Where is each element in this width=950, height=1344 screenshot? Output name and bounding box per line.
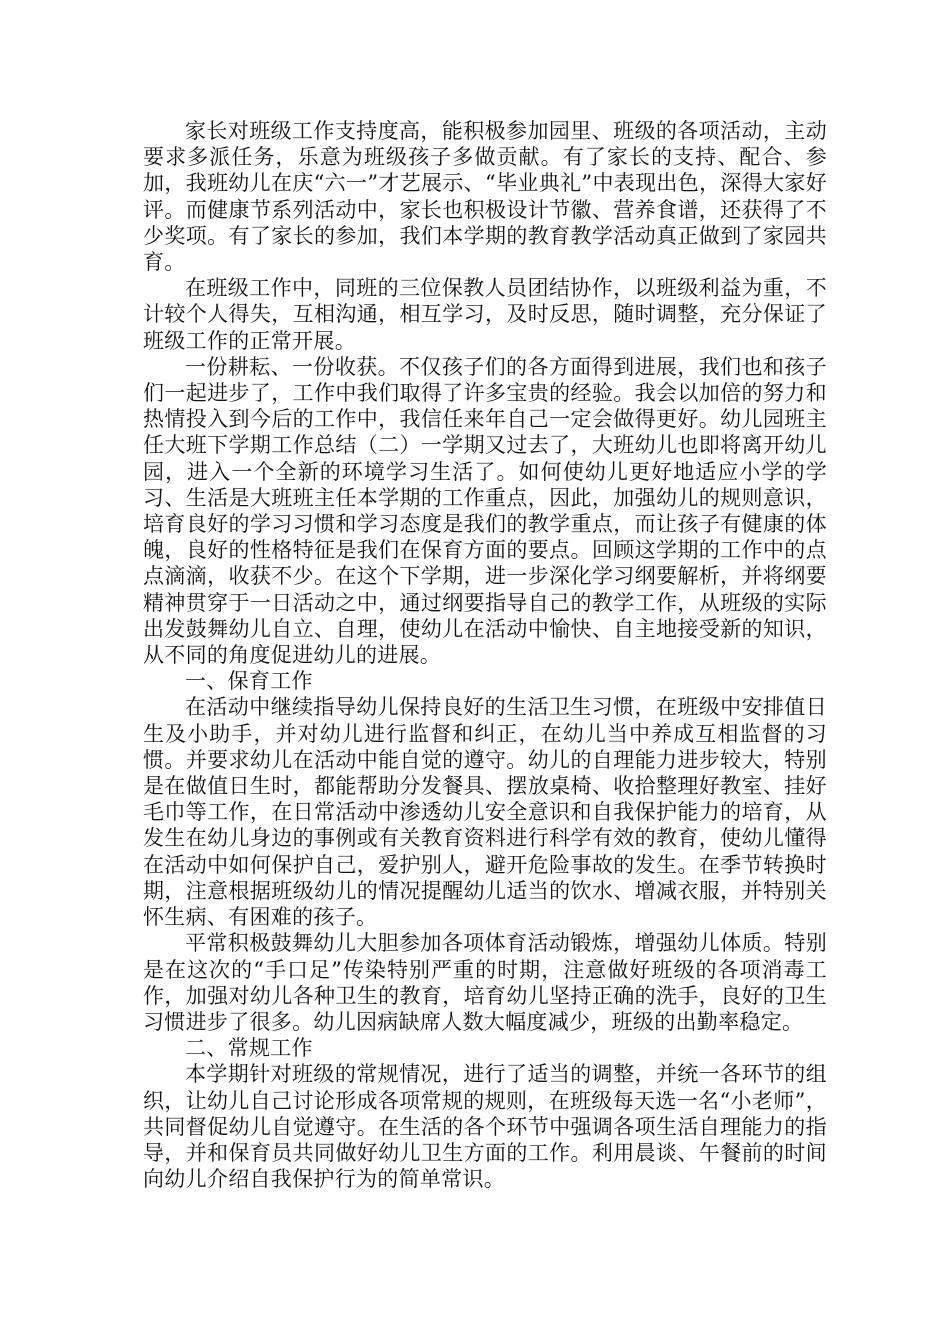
document-body <box>143 118 827 1192</box>
section-heading-care-work: 一、保育工作 <box>185 669 313 694</box>
paragraph-summary-intro: 一份耕耘、一份收获。不仅孩子们的各方面得到进展，我们也和孩子们一起进步了，工作中我们取得了许多宝贵的经验。我会以加倍的努力和热情投入到今后的工作中，我信任来年自己一定会做得更好。幼儿园班主任大班下学期工作总结（二）一学期又过去了，大班幼儿也即将离开幼儿园，进入一个全新的环境学习生活了。如何使幼儿更好地适应小学的学习、生活是大班班主任本学期的工作重点，因此，加强幼儿的规则意识，培育良好的学习习惯和学习态度是我们的教学重点，而让孩子有健康的体魄，良好的性格特征是我们在保育方面的要点。回顾这学期的工作中的点点滴滴，收获不少。在这个下学期，进一步深化学习纲要解析，并将纲要精神贯穿于一日活动之中，通过纲要指导自己的教学工作，从班级的实际出发鼓舞幼儿自立、自理，使幼儿在活动中愉快、自主地接受新的知识，从不同的角度促进幼儿的进展。 <box>143 354 827 668</box>
paragraph-hygiene-habits: 在活动中继续指导幼儿保持良好的生活卫生习惯，在班级中安排值日生及小助手，并对幼儿进行监督和纠正，在幼儿当中养成互相监督的习惯。并要求幼儿在活动中能自觉的遵守。幼儿的自理能力进步较大，特别是在做值日生时，都能帮助分发餐具、摆放桌椅、收拾整理好教室、挂好毛巾等工作，在日常活动中渗透幼儿安全意识和自我保护能力的培育，从发生在幼儿身边的事例或有关教育资料进行科学有效的教育，使幼儿懂得在活动中如何保护自己，爱护别人，避开危险事故的发生。在季节转换时期，注意根据班级幼儿的情况提醒幼儿适当的饮水、增减衣服，并特别关怀生病、有困难的孩子。 <box>143 695 827 930</box>
section-heading-routine-work: 二、常规工作 <box>185 1036 313 1061</box>
paragraph-routine-rules: 本学期针对班级的常规情况，进行了适当的调整，并统一各环节的组织，让幼儿自己讨论形成各项常规的规则，在班级每天选一名“小老师”，共同督促幼儿自觉遵守。在生活的各个环节中强调各项生活自理能力的指导，并和保育员共同做好幼儿卫生方面的工作。利用晨谈、午餐前的时间向幼儿介绍自我保护行为的简单常识。 <box>143 1062 827 1192</box>
paragraph-parent-support: 家长对班级工作支持度高，能积极参加园里、班级的各项活动，主动要求多派任务，乐意为班级孩子多做贡献。有了家长的支持、配合、参加，我班幼儿在庆“六一”才艺展示、“毕业典礼”中表现出色，深得大家好评。而健康节系列活动中，家长也积极设计节徽、营养食谱，还获得了不少奖项。有了家长的参加，我们本学期的教育教学活动真正做到了家园共育。 <box>143 119 827 275</box>
paragraph-teamwork: 在班级工作中，同班的三位保教人员团结协作，以班级利益为重，不计较个人得失，互相沟通，相互学习，及时反思，随时调整，充分保证了班级工作的正常开展。 <box>143 276 827 353</box>
paragraph-physical-exercise: 平常积极鼓舞幼儿大胆参加各项体育活动锻炼，增强幼儿体质。特别是在这次的“手口足”传染特别严重的时期，注意做好班级的各项消毒工作，加强对幼儿各种卫生的教育，培育幼儿坚持正确的洗手，良好的卫生习惯进步了很多。幼儿因病缺席人数大幅度减少，班级的出勤率稳定。 <box>143 931 827 1034</box>
